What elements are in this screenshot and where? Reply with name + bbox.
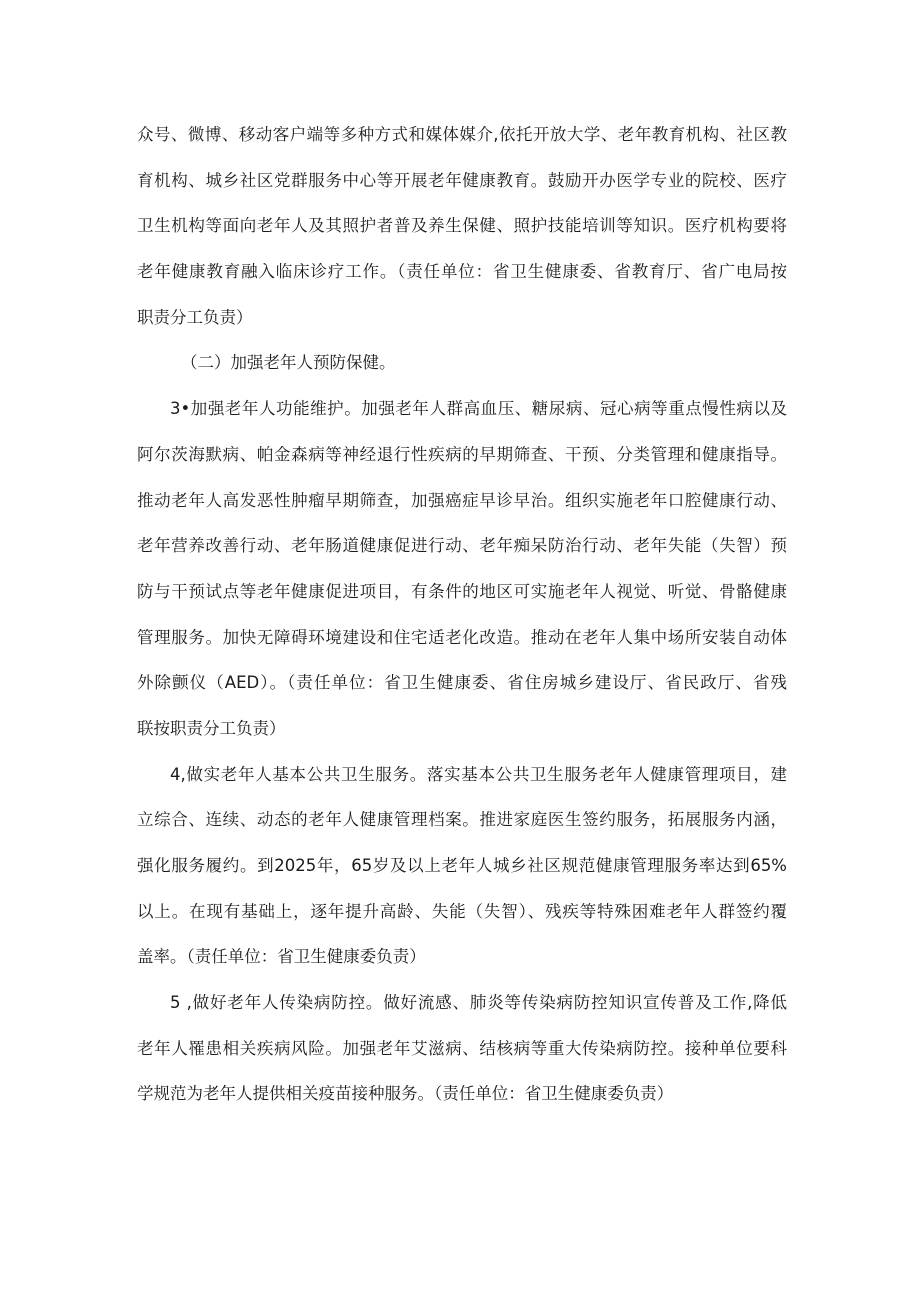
text-line: 联按职责分工负责） [137, 718, 286, 738]
text-line: 阿尔茨海默病、帕金森病等神经退行性疾病的早期筛查、干预、分类管理和健康指导。 [137, 444, 787, 464]
text-line: 众号、微博、移动客户端等多种方式和媒体媒介,依托开放大学、老年教育机构、社区教 [137, 125, 787, 144]
text-line: 外除颤仪（AED）。（责任单位：省卫生健康委、省住房城乡建设厅、省民政厅、省残 [137, 673, 787, 693]
text-line: 防与干预试点等老年健康促进项目，有条件的地区可实施老年人视觉、听觉、骨骼健康 [137, 581, 787, 601]
text-line: 学规范为老年人提供相关疫苗接种服务。（责任单位：省卫生健康委负责） [137, 1084, 674, 1104]
text-line: 以上。在现有基础上，逐年提升高龄、失能（失智）、残疾等特殊困难老年人群签约覆 [137, 901, 787, 921]
text-line: 育机构、城乡社区党群服务中心等开展老年健康教育。鼓励开办医学专业的院校、医疗 [137, 170, 787, 190]
section-heading: （二）加强老年人预防保健。 [181, 353, 396, 373]
text-line: 5 ,做好老年人传染病防控。做好流感、肺炎等传染病防控知识宣传普及工作,降低 [170, 993, 787, 1013]
text-line: 职责分工负责） [137, 307, 253, 327]
paragraph-item-4 [137, 752, 787, 980]
document-body [137, 112, 787, 1117]
text-line: 老年健康教育融入临床诊疗工作。（责任单位：省卫生健康委、省教育厅、省广电局按 [137, 262, 787, 282]
text-line: 强化服务履约。到2025年，65岁及以上老年人城乡社区规范健康管理服务率达到65% [137, 856, 787, 875]
text-line: 卫生机构等面向老年人及其照护者普及养生保健、照护技能培训等知识。医疗机构要将 [137, 216, 787, 236]
paragraph-health-education-continued [137, 112, 787, 340]
text-line: 立综合、连续、动态的老年人健康管理档案。推进家庭医生签约服务，拓展服务内涵， [137, 810, 787, 830]
paragraph-item-5 [137, 980, 787, 1117]
text-line: 老年营养改善行动、老年肠道健康促进行动、老年痴呆防治行动、老年失能（失智）预 [137, 536, 787, 556]
section-heading-prevention [137, 340, 787, 386]
text-line: 推动老年人高发恶性肿瘤早期筛查，加强癌症早诊早治。组织实施老年口腔健康行动、 [137, 490, 787, 510]
text-line: 4,做实老年人基本公共卫生服务。落实基本公共卫生服务老年人健康管理项目，建 [170, 764, 787, 784]
paragraph-item-3 [137, 386, 787, 752]
text-line: 盖率。（责任单位：省卫生健康委负责） [137, 947, 426, 967]
text-line: 3•加强老年人功能维护。加强老年人群高血压、糖尿病、冠心病等重点慢性病以及 [170, 399, 787, 419]
text-line: 管理服务。加快无障碍环境建设和住宅适老化改造。推动在老年人集中场所安装自动体 [137, 627, 787, 647]
text-line: 老年人罹患相关疾病风险。加强老年艾滋病、结核病等重大传染病防控。接种单位要科 [137, 1038, 787, 1058]
